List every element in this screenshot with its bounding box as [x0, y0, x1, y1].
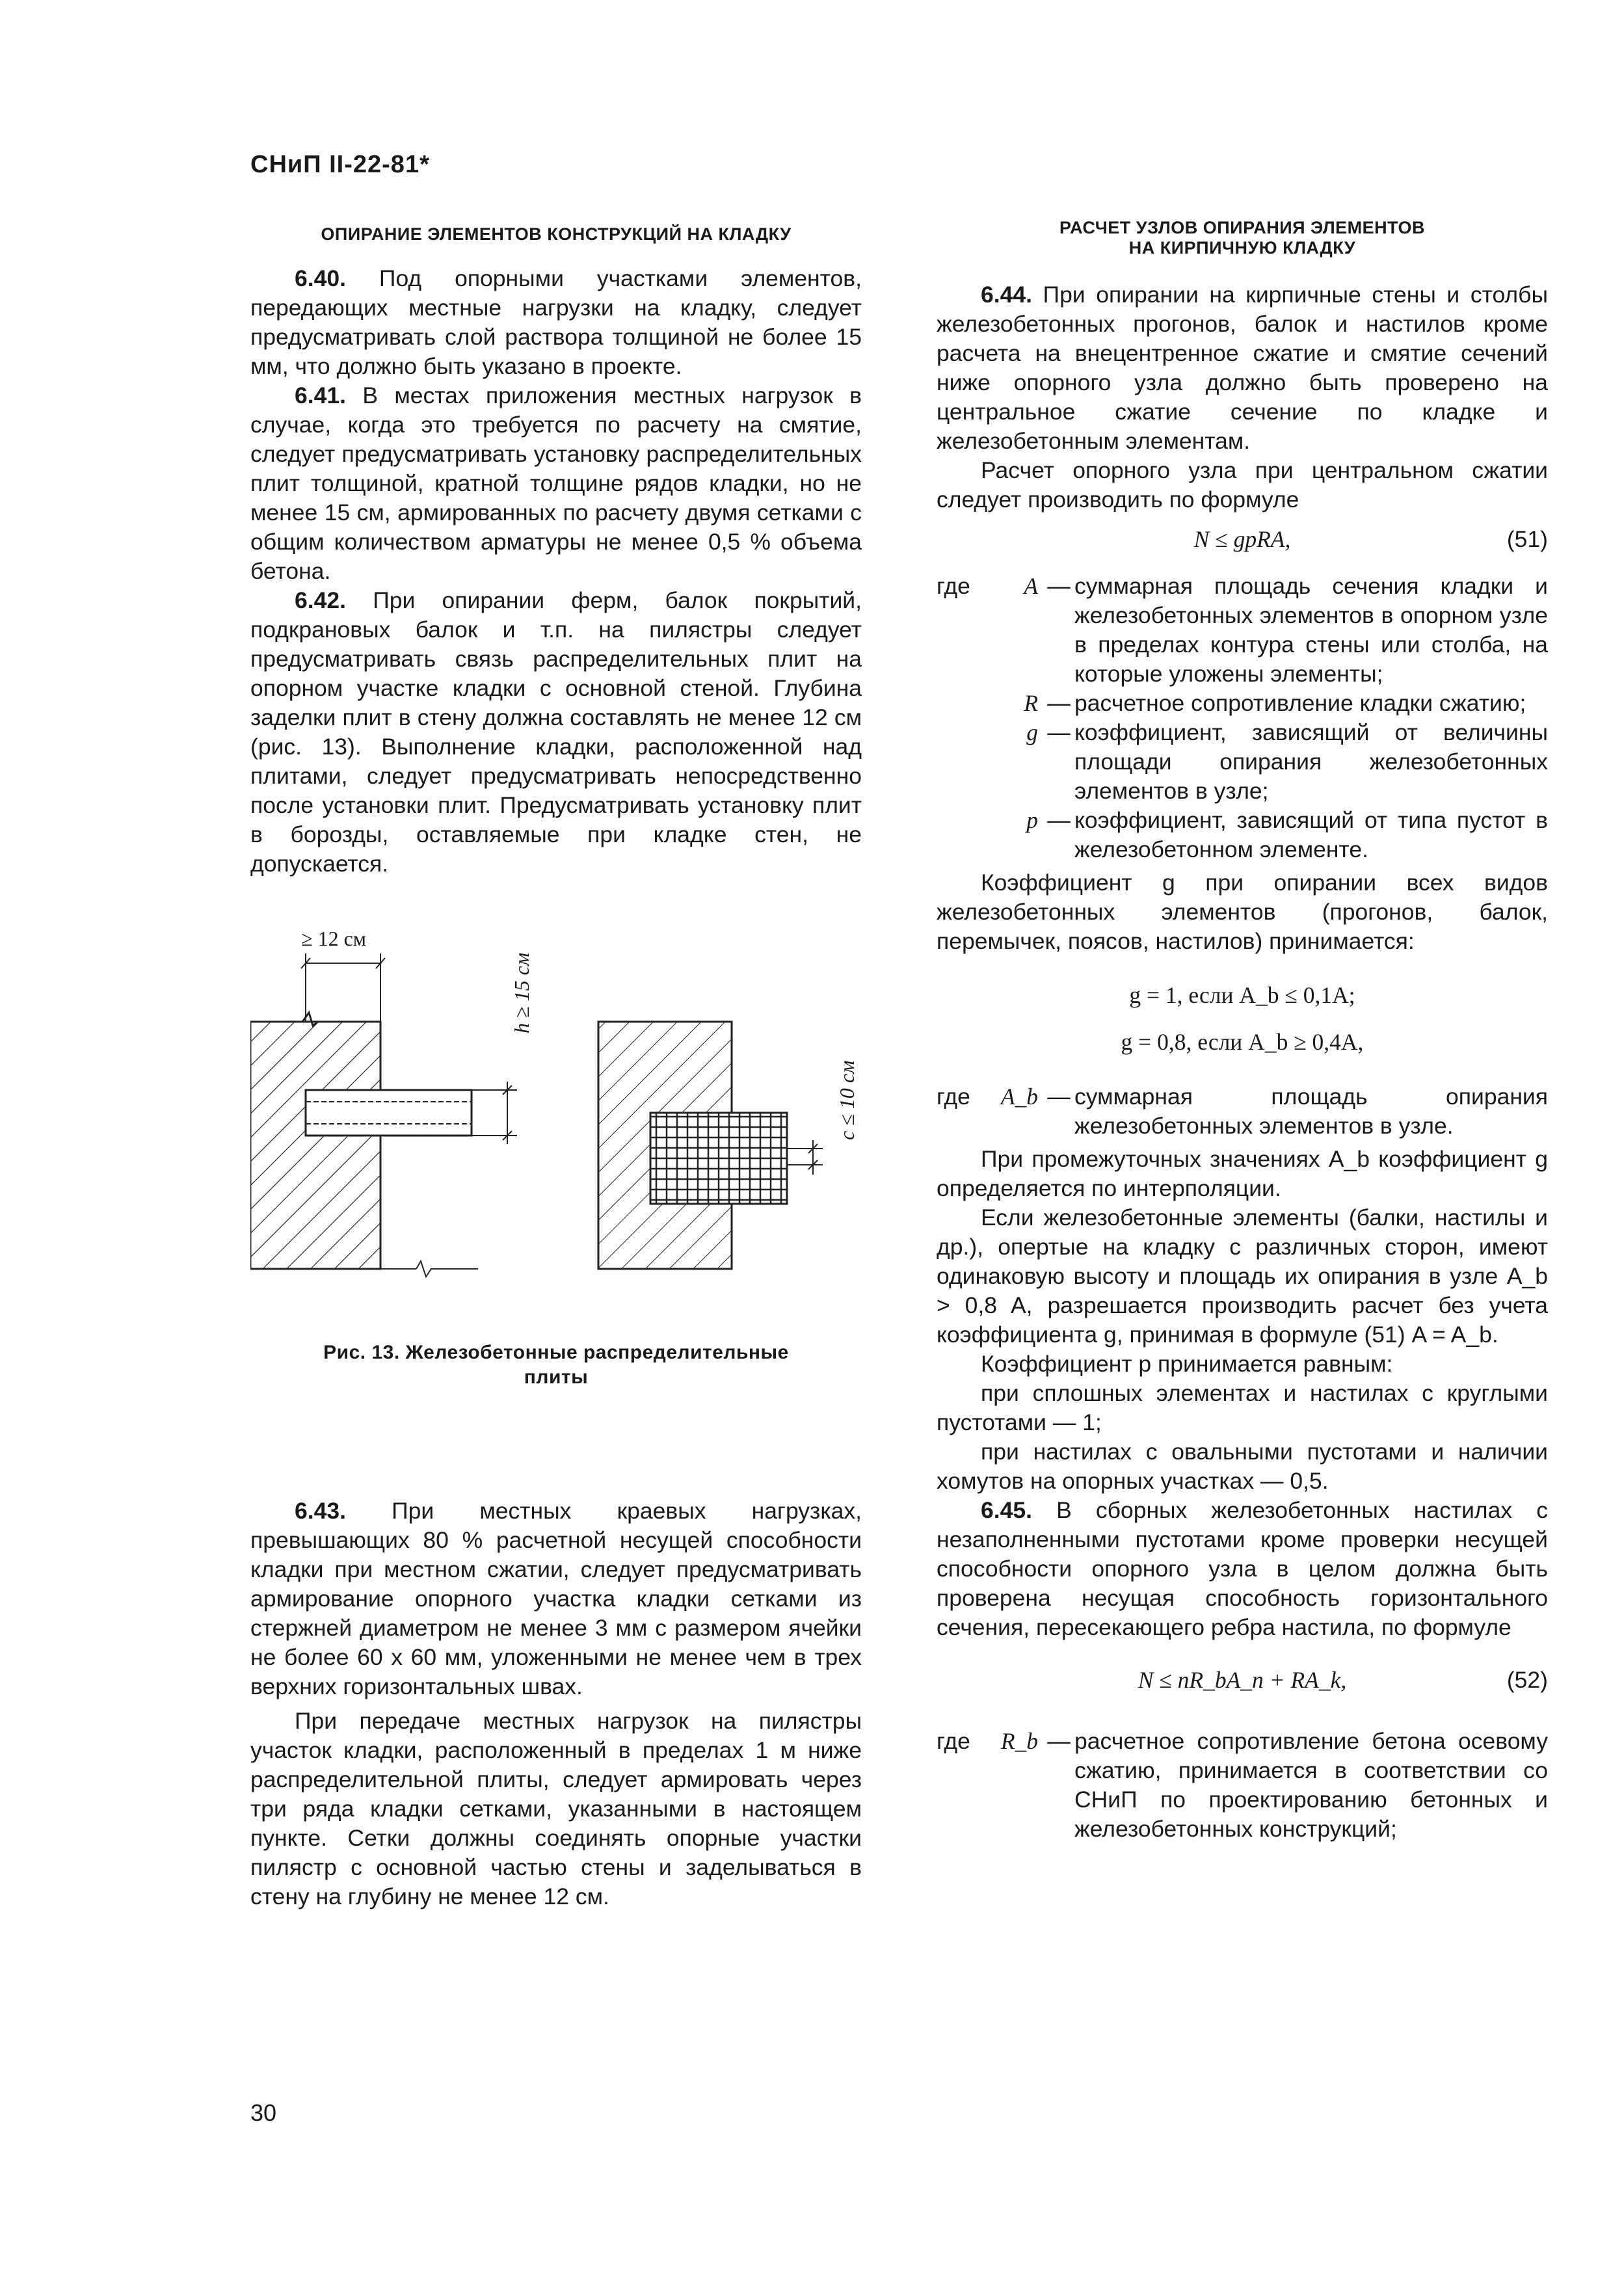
fig-label-c: c ≤ 10 см: [835, 1060, 859, 1140]
definition-row: где A_b — суммарная площадь опирания железобетонных элементов в узле.: [937, 1084, 1548, 1139]
paragraph-6-40: 6.40. Под опорными участками элементов, передающих местные нагрузки на кладку, следует предусматривать слой раствора толщиной не более 15 мм, что должно быть указано в проекте.: [250, 265, 862, 379]
formula-51-number: (51): [1506, 526, 1548, 552]
paragraph-interpolation: При промежуточных значениях A_b коэффициент g определяется по интерполяции.: [937, 1146, 1548, 1201]
formula-51: [937, 525, 1548, 563]
paragraph-koef-p: Коэффициент p принимается равным:: [981, 1351, 1393, 1377]
right-column: [937, 218, 1548, 1848]
definitions-51: [937, 572, 1548, 864]
detail-right: [598, 1022, 823, 1269]
paragraph-oval: при настилах с овальными пустотами и наличии хомутов на опорных участках — 0,5.: [937, 1439, 1548, 1494]
fig-label-top: ≥ 12 см: [301, 927, 367, 950]
formula-52: [937, 1666, 1548, 1703]
figure-caption: Рис. 13. Железобетонные распределительные плиты: [323, 1342, 789, 1388]
definition-ab: [937, 1082, 1548, 1141]
paragraph-6-44-b: Расчет опорного узла при центральном сжатии следует производить по формуле: [937, 457, 1548, 512]
formula-51-expr: N ≤ gpRA,: [1193, 526, 1291, 552]
definition-row: g — коэффициент, зависящий от величины площади опирания железобетонных элементов в узле;: [1026, 719, 1548, 804]
formula-g2: [937, 1028, 1548, 1065]
paragraph-different-sides: Если железобетонные элементы (балки, настилы и др.), опертые на кладку с различных сторон, имеют одинаковую высоту и площадь их опирания в узле A_b > 0,8 A, разрешается производить расчет без учета коэффициента g, принимая в формуле (51) A = A_b.: [937, 1204, 1548, 1348]
detail-left: [250, 953, 517, 1277]
left-column: [250, 224, 862, 1911]
definition-row: R — расчетное сопротивление кладки сжатию;: [1024, 690, 1526, 716]
paragraph-koef-g: Коэффициент g при опирании всех видов железобетонных элементов (прогонов, балок, перемычек, поясов, настилов) принимается:: [937, 870, 1548, 954]
document-header: СНиП II-22-81*: [250, 151, 430, 178]
formula-g1: [937, 981, 1548, 1018]
paragraph-6-45: 6.45. В сборных железобетонных настилах с незаполненными пустотами кроме проверки несущей способности опорного узла в целом должна быть проверена несущая способность горизонтального сечения, пересекающего ребра настила, по формуле: [937, 1497, 1548, 1640]
paragraph-solid: при сплошных элементах и настилах с круглыми пустотами — 1;: [937, 1380, 1548, 1435]
fig-label-h: h ≥ 15 см: [510, 952, 533, 1033]
figure-13-drawing: [250, 898, 862, 1314]
definition-row: p — коэффициент, зависящий от типа пустот в железобетонном элементе.: [1026, 807, 1548, 862]
definition-row: где R_b — расчетное сопротивление бетона осевому сжатию, принимается в соответствии со СНиП по проектированию бетонных и железобетонных конструкций;: [937, 1728, 1548, 1842]
section-title-support: ОПИРАНИЕ ЭЛЕМЕНТОВ КОНСТРУКЦИЙ НА КЛАДКУ: [321, 224, 792, 244]
formula-52-expr: N ≤ nR_bA_n + RA_k,: [1138, 1667, 1347, 1693]
definition-row: где A — суммарная площадь сечения кладки и железобетонных элементов в опорном узле в пределах контура стены или столба, на которые уложены элементы;: [937, 573, 1548, 687]
formula-52-number: (52): [1506, 1667, 1548, 1693]
paragraph-6-41: 6.41. В местах приложения местных нагрузок в случае, когда это требуется по расчету на смятие, следует предусматривать установку распределительных плит толщиной, кратной толщине рядов кладки, но не менее 15 см, армированных по расчету двумя сетками с общим количеством арматуры не менее 0,5 % объема бетона.: [250, 382, 862, 584]
paragraph-6-42: 6.42. При опирании ферм, балок покрытий, подкрановых балок и т.п. на пилястры следует предусматривать связь распределительных плит на опорном участке кладки с основной стеной. Глубина заделки плит в стену должна составлять не менее 12 см (рис. 13). Выполнение кладки, расположенной над плитами, следует предусматривать непосредственно после установки плит. Предусматривать установку плит в борозды, оставляемые при кладке стен, не допускается.: [250, 587, 862, 877]
section-title-calc: РАСЧЕТ УЗЛОВ ОПИРАНИЯ ЭЛЕМЕНТОВ НА КИРПИЧНУЮ КЛАДКУ: [1059, 218, 1425, 258]
figure-13: [250, 898, 862, 1497]
definition-rb: [937, 1727, 1548, 1844]
paragraph-6-44: 6.44. При опирании на кирпичные стены и столбы железобетонных прогонов, балок и настилов кроме расчета на внецентренное сжатие и смятие сечений ниже опорного узла должно быть проверено на центральное сжатие сечение по кладке и железобетонным элементам.: [937, 282, 1548, 454]
paragraph-6-43-b: При передаче местных нагрузок на пилястры участок кладки, расположенный в пределах 1 м ниже распределительной плиты, следует армировать через три ряда кладки сетками, указанными в настоящем пункте. Сетки должны соединять опорные участки пилястр с основной частью стены и заделываться в стену на глубину не менее 12 см.: [250, 1708, 862, 1909]
formula-g1-expr: g = 1, если A_b ≤ 0,1A;: [1129, 982, 1355, 1008]
paragraph-6-43: 6.43. При местных краевых нагрузках, превышающих 80 % расчетной несущей способности кладки при местном сжатии, следует предусматривать армирование опорного участка кладки сетками из стержней диаметром не менее 3 мм с размером ячейки не более 60 х 60 мм, уложенными не менее чем в трех верхних горизонтальных швах.: [250, 1498, 862, 1699]
formula-g2-expr: g = 0,8, если A_b ≥ 0,4A,: [1121, 1029, 1364, 1055]
page-number: 30: [250, 2099, 277, 2126]
